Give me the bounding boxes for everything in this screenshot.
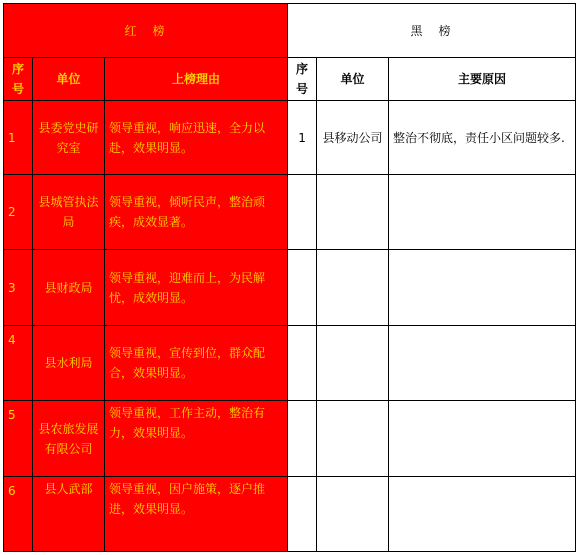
ranking-board-table (3, 3, 576, 552)
red-row-index: 3 (4, 250, 33, 326)
table-row (4, 175, 576, 250)
title-row (4, 4, 576, 58)
table-row (4, 477, 576, 552)
red-row-unit: 县城管执法局 (33, 175, 105, 250)
black-empty-cell (389, 401, 576, 477)
red-row-reason: 领导重视，响应迅速，全力以赴，效果明显。 (105, 101, 288, 175)
table-row (4, 101, 576, 175)
red-header-reason: 上榜理由 (105, 58, 288, 101)
black-empty-cell (317, 477, 389, 552)
black-header-unit: 单位 (317, 58, 389, 101)
red-row-index: 2 (4, 175, 33, 250)
black-empty-cell (288, 401, 317, 477)
table-row (4, 326, 576, 401)
black-empty-cell (389, 326, 576, 401)
table-row (4, 401, 576, 477)
black-empty-cell (317, 175, 389, 250)
red-row-index: 5 (4, 401, 33, 477)
red-row-reason: 领导重视，迎难而上，为民解忧，成效明显。 (105, 250, 288, 326)
red-row-reason: 领导重视，因户施策，逐户推进，效果明显。 (105, 477, 288, 552)
red-row-unit: 县农旅发展有限公司 (33, 401, 105, 477)
header-row (4, 58, 576, 101)
black-empty-cell (317, 326, 389, 401)
red-row-index: 6 (4, 477, 33, 552)
black-empty-cell (288, 477, 317, 552)
red-row-unit: 县人武部 (33, 477, 105, 552)
red-row-unit: 县水利局 (33, 326, 105, 401)
red-row-reason: 领导重视，倾听民声，整治顽疾，成效显著。 (105, 175, 288, 250)
black-row-index: 1 (288, 101, 317, 175)
black-empty-cell (288, 250, 317, 326)
red-row-index: 4 (4, 326, 33, 401)
black-empty-cell (389, 175, 576, 250)
table-row (4, 250, 576, 326)
black-header-reason: 主要原因 (389, 58, 576, 101)
black-empty-cell (389, 250, 576, 326)
black-empty-cell (317, 250, 389, 326)
black-header-index: 序号 (288, 58, 317, 101)
red-row-reason: 领导重视，宣传到位，群众配合，效果明显。 (105, 326, 288, 401)
black-row-unit: 县移动公司 (317, 101, 389, 175)
black-empty-cell (317, 401, 389, 477)
black-empty-cell (288, 175, 317, 250)
red-row-reason: 领导重视，工作主动，整治有力，效果明显。 (105, 401, 288, 477)
black-empty-cell (288, 326, 317, 401)
red-row-unit: 县委党史研究室 (33, 101, 105, 175)
black-empty-cell (389, 477, 576, 552)
black-row-reason: 整治不彻底，责任小区问题较多. (389, 101, 576, 175)
red-board-title: 红 榜 (4, 4, 288, 58)
red-row-index: 1 (4, 101, 33, 175)
black-board-title: 黑 榜 (288, 4, 576, 58)
red-row-unit: 县财政局 (33, 250, 105, 326)
red-header-index: 序号 (4, 58, 33, 101)
red-header-unit: 单位 (33, 58, 105, 101)
